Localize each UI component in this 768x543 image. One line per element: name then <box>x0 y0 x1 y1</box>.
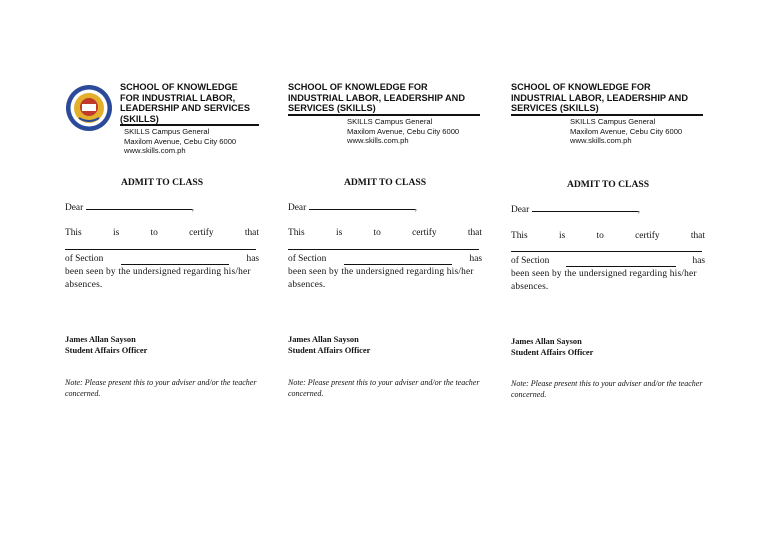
slip-body: been seen by the undersigned regarding his/her absences. <box>511 269 697 292</box>
dear-line: Dear , <box>65 203 194 213</box>
certify-line: This is to certify that <box>288 228 482 238</box>
school-name: SCHOOL OF KNOWLEDGE FOR INDUSTRIAL LABOR, LEADERSHIP AND SERVICES (SKILLS) <box>511 82 688 114</box>
school-name: SCHOOL OF KNOWLEDGE FOR INDUSTRIAL LABOR, LEADERSHIP AND SERVICES (SKILLS) <box>288 82 465 114</box>
certify-line: This is to certify that <box>65 228 259 238</box>
signatory: James Allan Sayson Student Affairs Officer <box>511 337 594 357</box>
slip-title: ADMIT TO CLASS <box>120 177 204 188</box>
school-address: SKILLS Campus General Maxilom Avenue, Cebu City 6000 www.skills.com.ph <box>124 127 237 156</box>
section-blank[interactable] <box>121 254 229 265</box>
slip-note: Note: Please present this to your adviser and/or the teacher concerned. <box>511 379 703 399</box>
header-rule <box>288 114 480 116</box>
student-name-blank[interactable] <box>511 251 702 252</box>
header-rule <box>120 124 259 126</box>
dear-blank[interactable] <box>532 211 638 212</box>
school-address: SKILLS Campus General Maxilom Avenue, Cebu City 6000 www.skills.com.ph <box>347 117 460 146</box>
signatory: James Allan Sayson Student Affairs Officer <box>65 335 148 355</box>
slip-title: ADMIT TO CLASS <box>343 177 427 188</box>
section-line: of Section has <box>288 254 482 264</box>
signatory: James Allan Sayson Student Affairs Officer <box>288 335 371 355</box>
certify-line: This is to certify that <box>511 231 705 241</box>
slip-body: been seen by the undersigned regarding his/her absences. <box>288 267 474 290</box>
slip-title: ADMIT TO CLASS <box>566 179 650 190</box>
section-blank[interactable] <box>566 256 676 267</box>
section-line: of Section has <box>511 256 705 266</box>
section-blank[interactable] <box>344 254 452 265</box>
slip-note: Note: Please present this to your adviser and/or the teacher concerned. <box>65 378 257 398</box>
dear-blank[interactable] <box>86 209 192 210</box>
student-name-blank[interactable] <box>288 249 479 250</box>
school-address: SKILLS Campus General Maxilom Avenue, Cebu City 6000 www.skills.com.ph <box>570 117 683 146</box>
dear-blank[interactable] <box>309 209 415 210</box>
student-name-blank[interactable] <box>65 249 256 250</box>
school-name: SCHOOL OF KNOWLEDGE FOR INDUSTRIAL LABOR, LEADERSHIP AND SERVICES (SKILLS) <box>120 82 251 124</box>
slip-body: been seen by the undersigned regarding his/her absences. <box>65 267 251 290</box>
dear-line: Dear , <box>288 203 417 213</box>
header-rule <box>511 114 703 116</box>
slip-note: Note: Please present this to your adviser and/or the teacher concerned. <box>288 378 480 398</box>
school-seal-icon <box>65 80 113 136</box>
dear-line: Dear , <box>511 205 640 215</box>
section-line: of Section has <box>65 254 259 264</box>
